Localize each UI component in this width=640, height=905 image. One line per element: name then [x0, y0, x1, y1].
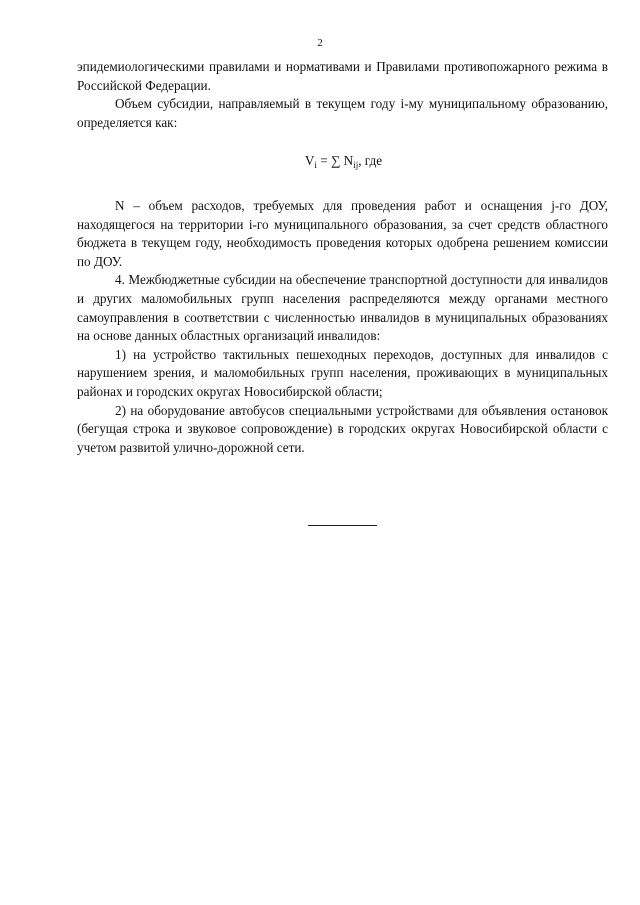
- formula-sum: = ∑ N: [316, 153, 354, 169]
- document-body: [77, 58, 608, 457]
- formula-v-subscript: i: [314, 160, 317, 171]
- paragraph-n-definition: N – объем расходов, требуемых для проведения работ и оснащения j-го ДОУ, находящегося на территории i-го муниципального образования, за счет средств областного бюджета в текущем году, необходимость проведения которых одобрена решением комиссии по ДОУ.: [77, 197, 608, 269]
- formula-tail: , где: [358, 153, 383, 169]
- paragraph-continuation: эпидемиологическими правилами и нормативами и Правилами противопожарного режима в Российской Федерации.: [77, 59, 608, 93]
- page-number: 2: [317, 37, 323, 49]
- paragraph-subitem-1: 1) на устройство тактильных пешеходных переходов, доступных для инвалидов с нарушением зрения, и маломобильных групп населения, проживающих в муниципальных районах и городских округах Новосибирской области;: [77, 346, 608, 399]
- paragraph-item-4: 4. Межбюджетные субсидии на обеспечение транспортной доступности для инвалидов и других маломобильных групп населения распределяются между органами местного самоуправления в соответствии с численностью инвалидов в муниципальных образованиях на основе данных областных организаций инвалидов:: [77, 272, 608, 344]
- formula-n-subscript: ij: [353, 160, 359, 171]
- formula: [77, 152, 608, 175]
- paragraph-subsidy-volume: Объем субсидии, направляемый в текущем году i-му муниципальному образованию, определяется как:: [77, 96, 608, 130]
- formula-v: V: [304, 153, 315, 169]
- closing-separator-line: [308, 525, 377, 526]
- paragraph-subitem-2: 2) на оборудование автобусов специальными устройствами для объявления остановок (бегущая строка и звуковое сопровождение) в городских округах Новосибирской области с учетом развитой улично-дорожной сети.: [77, 402, 608, 455]
